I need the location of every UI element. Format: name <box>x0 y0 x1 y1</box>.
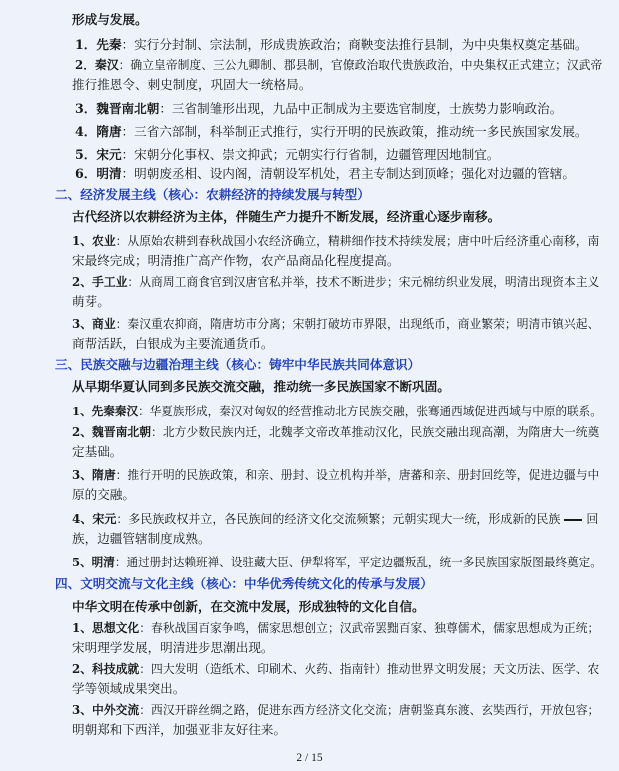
item-keyword: 科技成就 <box>92 662 140 676</box>
section-summary: 从早期华夏认同到多民族交流交融，推动统一多民族国家不断巩固。 <box>72 379 450 394</box>
item-text: ：春秋战国百家争鸣，儒家思想创立；汉武帝罢黜百家、独尊儒术，儒家思想成为正统； <box>139 621 600 635</box>
item-number: 1、 <box>72 234 93 248</box>
item-keyword: 先秦 <box>96 37 122 52</box>
item-number: 1、 <box>72 404 92 418</box>
item-text-tail: 回 <box>586 512 599 526</box>
list-item <box>72 620 599 636</box>
item-text: ：从商周工商食官到汉唐官私并举，技术不断进步；宋元棉纺织业发展，明清出现资本主义 <box>127 275 600 289</box>
item-keyword: 秦汉 <box>95 58 119 72</box>
section-heading: 三、民族交融与边疆治理主线（核心：铸牢中华民族共同体意识） <box>55 357 421 372</box>
item-number: 3、 <box>72 317 93 331</box>
item-number: 3． <box>75 101 97 116</box>
item-text: ：明朝废丞相、设内阁，清朝设军机处，君主专制达到顶峰；强化对边疆的管辖。 <box>121 166 575 181</box>
section-summary: 形成与发展。 <box>72 12 148 27</box>
item-keyword: 先秦秦汉 <box>91 404 139 418</box>
list-item <box>75 124 588 140</box>
list-item <box>72 274 599 290</box>
item-keyword: 宋元 <box>96 147 122 162</box>
list-item <box>72 233 599 249</box>
item-text: ：四大发明（造纸术、印刷术、火药、指南针）推动世界文明发展；天文历法、医学、农 <box>139 662 600 676</box>
item-text: ：确立皇帝制度、三公九卿制、郡县制，官僚政治取代贵族政治，中央集权正式建立；汉武帝 <box>118 58 603 72</box>
item-number: 2、 <box>72 662 93 676</box>
item-keyword: 隋唐 <box>92 468 116 482</box>
item-keyword: 魏晋南北朝 <box>92 425 152 439</box>
text-line: 明朝郑和下西洋，加强亚非友好往来。 <box>72 722 287 737</box>
item-text: ：三省制雏形出现，九品中正制成为主要选官制度，士族势力影响政治。 <box>159 101 563 116</box>
text-line: 定基础。 <box>72 444 123 459</box>
text-line: 萌芽。 <box>72 294 110 309</box>
text-line: 原的交融。 <box>72 487 135 502</box>
dash-mark <box>564 519 582 521</box>
item-text: ：三省六部制，科举制正式推行，实行开明的民族政策，推动统一多民族国家发展。 <box>121 124 588 139</box>
list-item <box>72 403 602 419</box>
list-item <box>72 511 598 527</box>
item-text: ：北方少数民族内迁，北魏孝文帝改革推动汉化，民族交融出现高潮，为隋唐大一统奠 <box>151 425 600 439</box>
item-text: ：秦汉重农抑商，隋唐坊市分离；宋朝打破坊市界限，出现纸币，商业繁荣；明清市镇兴起、 <box>115 317 600 331</box>
item-number: 3、 <box>72 468 93 482</box>
section-heading: 四、文明交流与文化主线（核心：中华优秀传统文化的传承与发展） <box>55 576 433 591</box>
text-line: 宋明理学发展，明清进步思潮出现。 <box>72 640 274 655</box>
item-number: 1． <box>75 37 97 52</box>
list-item <box>72 554 602 570</box>
page-number: 2 / 15 <box>296 752 323 764</box>
list-item <box>75 101 562 117</box>
item-number: 2、 <box>72 275 93 289</box>
item-keyword: 商业 <box>92 317 116 331</box>
item-keyword: 明清 <box>96 166 122 181</box>
list-item <box>72 316 599 332</box>
item-keyword: 宋元 <box>92 512 117 526</box>
item-number: 1、 <box>72 621 93 635</box>
item-text: ：推行开明的民族政策，和亲、册封、设立机构并举，唐蕃和亲、册封回纥等，促进边疆与中 <box>115 468 600 482</box>
item-text: ：多民族政权并立，各民族间的经济文化交流频繁；元朝实现大一统，形成新的民族 <box>116 512 561 526</box>
list-item <box>72 467 599 483</box>
item-number: 5． <box>75 147 97 162</box>
item-keyword: 手工业 <box>92 275 128 289</box>
section-summary: 古代经济以农耕经济为主体，伴随生产力提升不断发展，经济重心逐步南移。 <box>72 209 501 224</box>
list-item <box>75 147 499 163</box>
item-text: ：从原始农耕到春秋战国小农经济确立，精耕细作技术持续发展；唐中叶后经济重心南移，南 <box>115 234 600 248</box>
item-text: ：实行分封制、宗法制，形成贵族政治；商鞅变法推行县制，为中央集权奠定基础。 <box>121 37 588 52</box>
item-text: ：西汉开辟丝绸之路，促进东西方经济文化交流；唐朝鉴真东渡、玄奘西行，开放包容； <box>139 703 600 717</box>
item-number: 4． <box>75 124 97 139</box>
list-item <box>72 702 599 718</box>
list-item <box>75 57 602 73</box>
text-line: 推行推恩令、刺史制度，巩固大一统格局。 <box>72 77 312 92</box>
item-text: ：宋朝分化事权、崇文抑武；元朝实行行省制，边疆管理因地制宜。 <box>121 147 500 162</box>
item-text: ：通过册封达赖班禅、设驻藏大臣、伊犁将军，平定边疆叛乱，统一多民族国家版图最终奠定。 <box>114 555 602 569</box>
item-keyword: 中外交流 <box>92 703 140 717</box>
list-item <box>75 166 575 182</box>
list-item <box>72 424 599 440</box>
item-keyword: 隋唐 <box>96 124 122 139</box>
item-keyword: 农业 <box>92 234 116 248</box>
section-heading: 二、经济发展主线（核心：农耕经济的持续发展与转型） <box>55 187 370 202</box>
item-text: ：华夏族形成，秦汉对匈奴的经营推动北方民族交融，张骞通西域促进西域与中原的联系。 <box>138 404 602 418</box>
item-number: 3、 <box>72 703 93 717</box>
text-line: 宋最终完成；明清推广高产作物，农产品商品化程度提高。 <box>72 253 400 268</box>
list-item <box>72 661 599 677</box>
text-line: 族，边疆管辖制度成熟。 <box>72 531 211 546</box>
item-keyword: 魏晋南北朝 <box>96 101 160 116</box>
item-keyword: 明清 <box>91 555 115 569</box>
item-keyword: 思想文化 <box>92 621 140 635</box>
text-line: 学等领域成果突出。 <box>72 681 186 696</box>
text-line: 商帮活跃，白银成为主要流通货币。 <box>72 336 274 351</box>
item-number: 5、 <box>72 555 92 569</box>
item-number: 2、 <box>72 425 93 439</box>
list-item <box>75 37 588 53</box>
item-number: 6． <box>75 166 97 181</box>
section-summary: 中华文明在传承中创新，在交流中发展，形成独特的文化自信。 <box>72 599 425 614</box>
item-number: 4、 <box>72 512 93 526</box>
item-number: 2． <box>75 58 96 72</box>
